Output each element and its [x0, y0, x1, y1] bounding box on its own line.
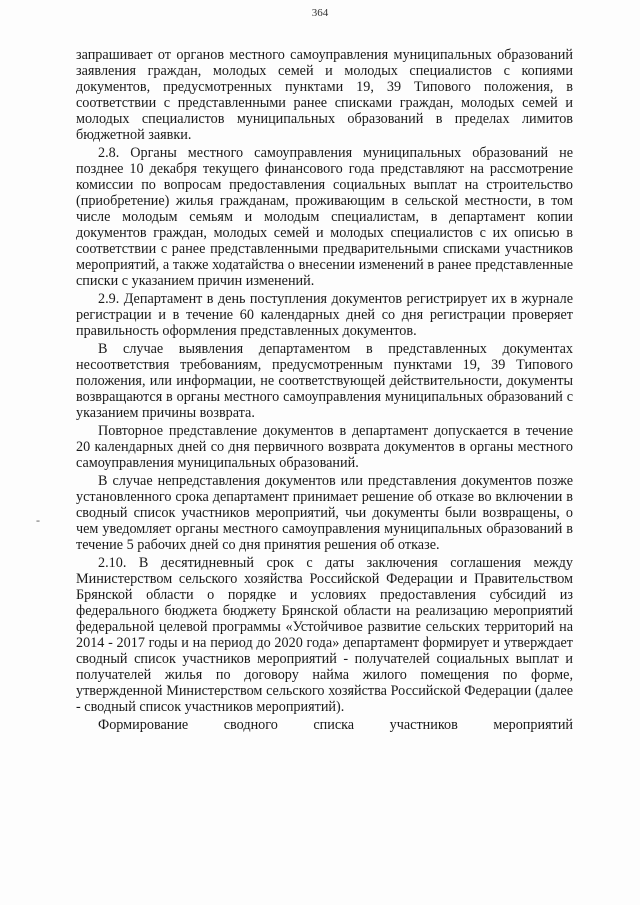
paragraph-list-formation: Формирование сводного списка участников мероприятий: [98, 716, 573, 733]
document-body: [76, 47, 573, 734]
paragraph-refusal: В случае непредставления документов или представления документов позже установленного срока департамент принимает решение об отказе во включении в сводный список участников мероприятий, чьи документы были возвращены, о чем уведомляет органы местного самоуправления муниципальных образований в течение 5 рабочих дней со дня принятия решения об отказе.: [76, 472, 573, 553]
paragraph-2-10: 2.10. В десятидневный срок с даты заключения соглашения между Министерством сельского хозяйства Российской Федерации и Правительством Брянской области о порядке и условиях предоставления субсидий из федерального бюджета бюджету Брянской области на реализацию мероприятий федеральной целевой программы «Устойчивое развитие сельских территорий на 2014 - 2017 годы и на период до 2020 года» департамент формирует и утверждает сводный список участников мероприятий - получателей социальных выплат и получателей жилья по договору найма жилого помещения по форме, утвержденной Министерством сельского хозяйства Российской Федерации (далее - сводный список участников мероприятий).: [76, 554, 573, 715]
margin-mark: -: [36, 513, 40, 527]
paragraph-return-conditions: В случае выявления департаментом в представленных документах несоответствия требованиям, предусмотренным пунктами 19, 39 Типового положения, или информации, не соответствующей действительности, документы возвращаются в органы местного самоуправления муниципальных образований с указанием причины возврата.: [76, 340, 573, 422]
paragraph-2-9: 2.9. Департамент в день поступления документов регистрирует их в журнале регистрации и в течение 60 календарных дней со дня регистрации проверяет правильность оформления представленных документов.: [76, 291, 573, 340]
paragraph-resubmission: Повторное представление документов в департамент допускается в течение 20 календарных дней со дня первичного возврата документов в органы местного самоуправления муниципальных образований.: [76, 422, 573, 471]
paragraph-2-8: 2.8. Органы местного самоуправления муниципальных образований не позднее 10 декабря текущего финансового года представляют на рассмотрение комиссии по вопросам предоставления социальных выплат на строительство (приобретение) жилья гражданам, проживающим в сельской местности, в том числе молодым семьям и молодым специалистам, в департамент копии документов граждан, молодых семей и молодых специалистов с их описью в соответствии с ранее представленными предварительными списками участников мероприятий, а также ходатайства о внесении изменений в ранее представленные списки с указанием причин изменений.: [76, 144, 573, 290]
paragraph-continuation: запрашивает от органов местного самоуправления муниципальных образований заявления граждан, молодых семей и молодых специалистов с копиями документов, предусмотренных пунктами 19, 39 Типового положения, в соответствии с представленными ранее списками граждан, молодых семей и молодых специалистов муниципальных образований в пределах лимитов бюджетной заявки.: [76, 47, 573, 144]
page-number: 364: [311, 7, 329, 19]
